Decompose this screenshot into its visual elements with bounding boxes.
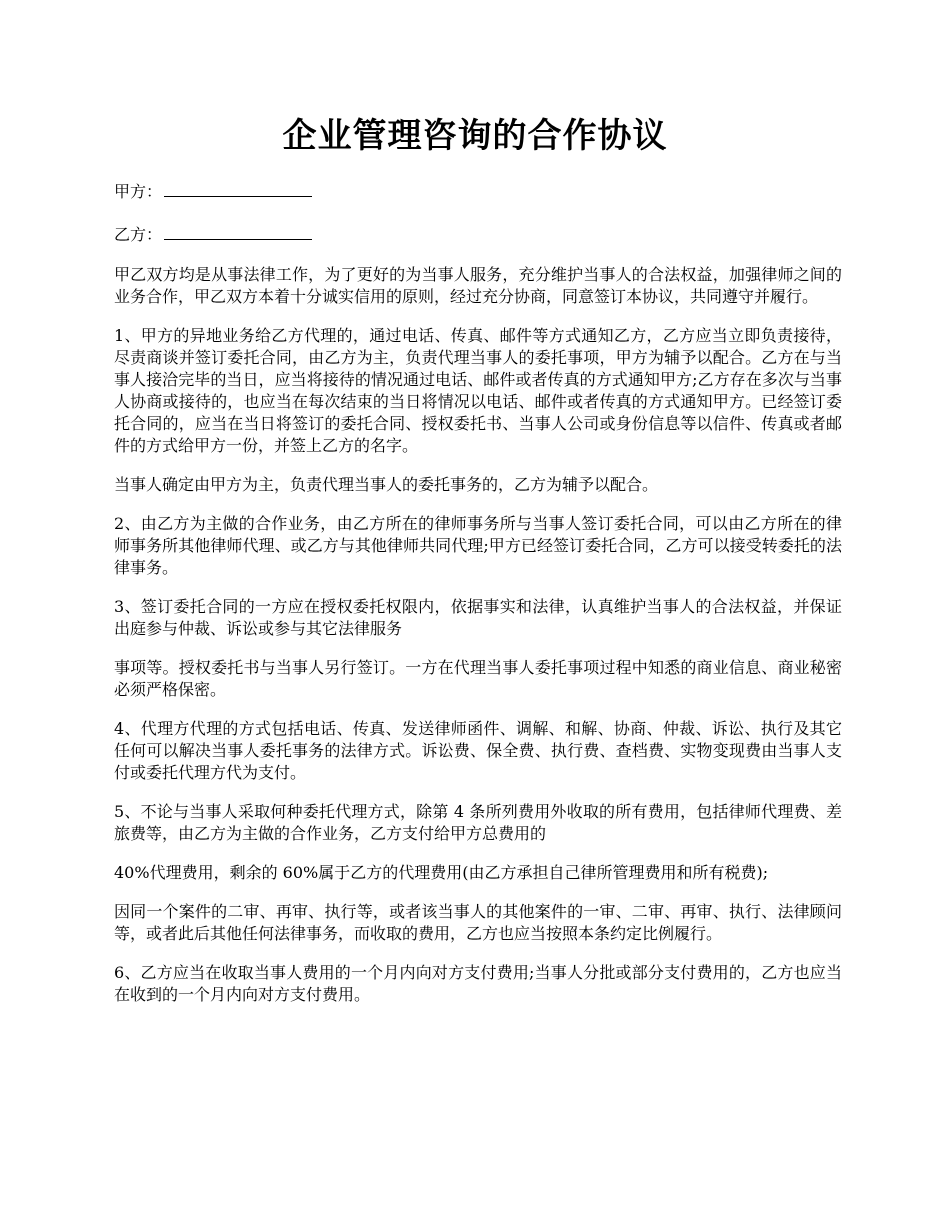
party-a-blank [164,178,312,197]
clause-1-note-paragraph: 当事人确定由甲方为主，负责代理当事人的委托事务的，乙方为辅予以配合。 [114,475,659,494]
document-title: 企业管理咨询的合作协议 [282,116,668,156]
preamble-paragraph: 甲乙双方均是从事法律工作，为了更好的为当事人服务，充分维护当事人的合法权益，加强律师之间的业务合作，甲乙双方本着十分诚实信用的原则，经过充分协商，同意签订本协议，共同遵守并履行。 [114,265,842,306]
clause-1-paragraph: 1、甲方的异地业务给乙方代理的，通过电话、传真、邮件等方式通知乙方，乙方应当立即负责接待，尽责商谈并签订委托合同，由乙方为主，负责代理当事人的委托事项，甲方为辅予以配合。乙方在与当事人接洽完毕的当日，应当将接待的情况通过电话、邮件或者传真的方式通知甲方;乙方存在多次与当事人协商或接待的，也应当在每次结束的当日将情况以电话、邮件或者传真的方式通知甲方。已经签订委托合同的，应当在当日将签订的委托合同、授权委托书、当事人公司或身份信息等以信件、传真或者邮件的方式给甲方一份，并签上乙方的名字。 [114,326,842,455]
party-a-line [114,178,842,205]
party-b-label: 乙方： [114,225,163,244]
clause-5-scope-paragraph: 因同一个案件的二审、再审、执行等，或者该当事人的其他案件的一审、二审、再审、执行、法律顾问等，或者此后其他任何法律事务，而收取的费用，乙方也应当按照本条约定比例履行。 [114,902,842,943]
clause-5-paragraph: 5、不论与当事人采取何种委托代理方式，除第 4 条所列费用外收取的所有费用，包括律师代理费、差旅费等，由乙方为主做的合作业务，乙方支付给甲方总费用的 [114,802,842,843]
clause-3-paragraph: 3、签订委托合同的一方应在授权委托权限内，依据事实和法律，认真维护当事人的合法权益，并保证出庭参与仲裁、诉讼或参与其它法律服务 [114,597,842,638]
party-b-line [114,221,842,248]
clause-4-paragraph: 4、代理方代理的方式包括电话、传真、发送律师函件、调解、和解、协商、仲裁、诉讼、执行及其它任何可以解决当事人委托事务的法律方式。诉讼费、保全费、执行费、查档费、实物变现费由当事人支付或委托代理方代为支付。 [114,719,842,782]
party-a-label: 甲方： [114,182,163,201]
document-body [114,178,842,1023]
clause-5-fee-paragraph: 40%代理费用，剩余的 60%属于乙方的代理费用(由乙方承担自己律所管理费用和所有税费); [114,863,769,882]
clause-3-continued-paragraph: 事项等。授权委托书与当事人另行签订。一方在代理当事人委托事项过程中知悉的商业信息、商业秘密必须严格保密。 [114,658,842,699]
party-b-blank [164,221,312,240]
clause-6-paragraph: 6、乙方应当在收取当事人费用的一个月内向对方支付费用;当事人分批或部分支付费用的，乙方也应当在收到的一个月内向对方支付费用。 [114,963,842,1004]
clause-2-paragraph: 2、由乙方为主做的合作业务，由乙方所在的律师事务所与当事人签订委托合同，可以由乙方所在的律师事务所其他律师代理、或乙方与其他律师共同代理;甲方已经签订委托合同，乙方可以接受转委托的法律事务。 [114,514,842,577]
